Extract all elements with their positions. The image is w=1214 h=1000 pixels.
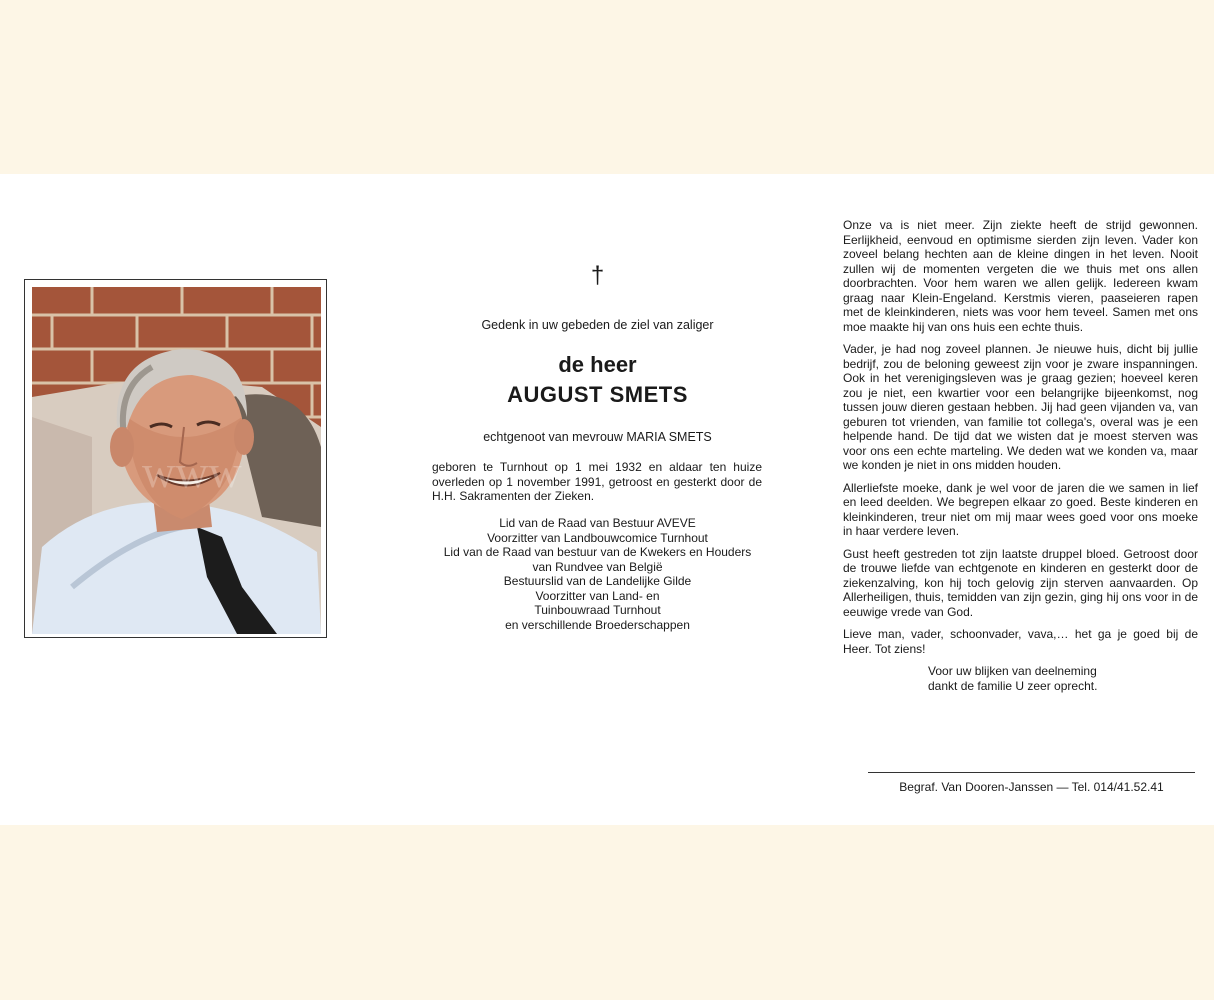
role-line: en verschillende Broederschappen (505, 617, 690, 632)
role-line: Lid van de Raad van Bestuur AVEVE (499, 516, 696, 530)
divider-line (868, 772, 1195, 773)
eulogy-paragraph: Vader, je had nog zoveel plannen. Je nieuwe huis, dicht bij jullie bedrijf, zou de beloning geweest zijn voor je zware inspanningen. Ook in het verenigingsleven was je graag gezien; hoeveel keren zou je niet, een kwartier voor een belangrijke bijeenkomst, nog tussen jouw dieren gestaan hebben. Jij had geen vijanden va, van geburen tot vrienden, van familie tot collega's, overal was je een helpende hand. De tijd dat we wisten dat je moest sterven was voor ons een echte marteling. We deden wat we konden va, maar we konden je niet in ons midden houden. (843, 342, 1198, 472)
deceased-name: AUGUST SMETS (507, 382, 688, 407)
role-line: Bestuurslid van de Landelijke Gilde (503, 574, 692, 588)
eulogy-column (843, 218, 1198, 693)
intro-text: Gedenk in uw gebeden de ziel van zaliger (481, 318, 714, 332)
memorial-card (0, 174, 1214, 825)
thanks-block (928, 664, 1198, 693)
eulogy-paragraph: Allerliefste moeke, dank je wel voor de jaren die we samen in lief en leed deelden. We begrepen elkaar zo goed. Beste kinderen en kleinkinderen, treur niet om mij maar wees goed voor ons moeke in haar verdere leven. (843, 480, 1198, 538)
svg-text:www: www (142, 446, 242, 497)
cross-symbol: † (590, 262, 605, 289)
portrait-frame (24, 279, 327, 638)
portrait-photo (32, 287, 321, 634)
birth-death-text: geboren te Turnhout op 1 mei 1932 en aldaar ten huize overleden op 1 november 1991, getroost en gesterkt door de H.H. Sakramenten der Zieken. (432, 460, 762, 503)
role-line: Tuinbouwraad Turnhout (534, 603, 661, 617)
eulogy-paragraph: Gust heeft gestreden tot zijn laatste druppel bloed. Getroost door de trouwe liefde van echtgenote en kinderen en gesterkt door de ziekenzalving, kon hij toch gelovig zijn sterven aanvaarden. Op Allerheiligen, thuis, temidden van zijn gezin, ging hij ons voor in de eeuwige vrede van God. (843, 546, 1198, 619)
printer-credit: Begraf. Van Dooren-Janssen — Tel. 014/41.52.41 (899, 780, 1164, 794)
role-line: Voorzitter van Landbouwcomice Turnhout (487, 530, 708, 545)
role-line: van Rundvee van België (532, 559, 663, 574)
roles-list (420, 516, 775, 632)
role-line: Lid van de Raad van bestuur van de Kwekers en Houders (443, 545, 752, 559)
thanks-line: dankt de familie U zeer oprecht. (928, 678, 1098, 693)
honorific-title: de heer (558, 352, 637, 377)
eulogy-paragraph: Lieve man, vader, schoonvader, vava,… het ga je goed bij de Heer. Tot ziens! (843, 627, 1198, 656)
thanks-line: Voor uw blijken van deelneming (928, 664, 1097, 678)
role-line: Voorzitter van Land- en (535, 588, 660, 603)
spouse-line: echtgenoot van mevrouw MARIA SMETS (483, 430, 712, 444)
eulogy-paragraph: Onze va is niet meer. Zijn ziekte heeft de strijd gewonnen. Eerlijkheid, eenvoud en optimisme sierden zijn leven. Vader kon zoveel belang hechten aan de kleine dingen in het leven. Nooit zullen wij de momenten vergeten die we thuis met ons allen doorbrachten. Voor hem waren we allen gelijk. Iedereen kwam graag naar Klein-Engeland. Kerstmis vieren, paaseieren rapen met de kleinkinderen, niets was voor hem teveel. Samen met ons moe maakte hij van ons huis een echte thuis. (843, 218, 1198, 334)
